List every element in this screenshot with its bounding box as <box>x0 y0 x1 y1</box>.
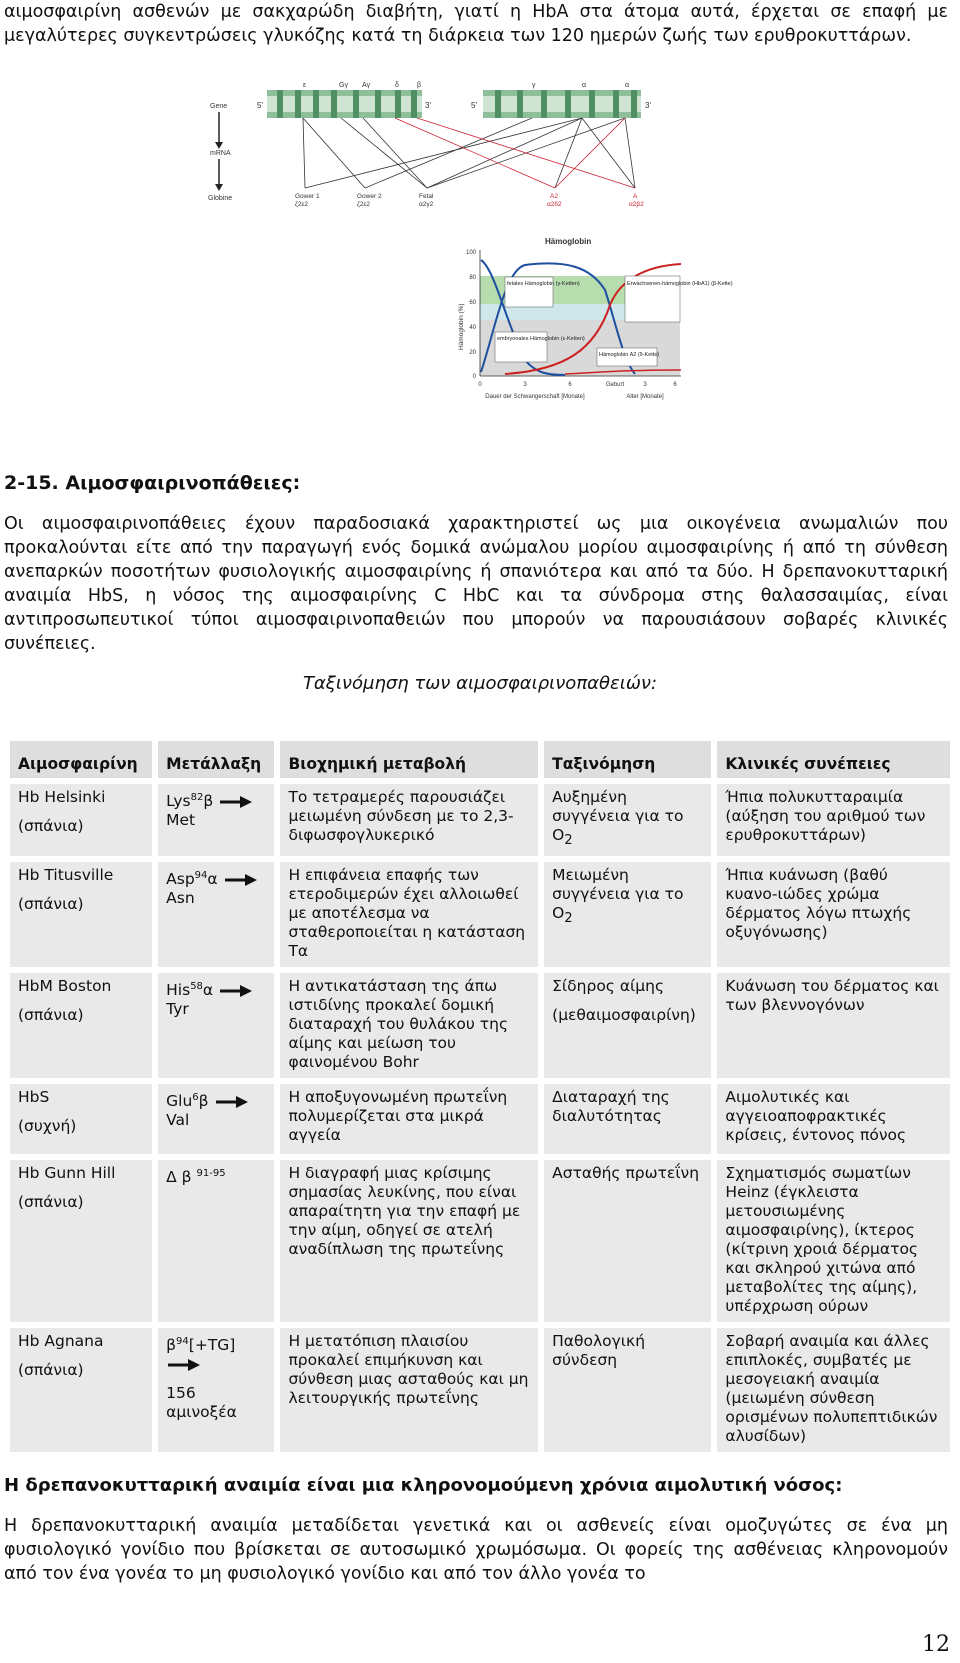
table-row <box>10 1084 950 1154</box>
intro-paragraph: αιμοσφαιρίνη ασθενών με σακχαρώδη διαβήτη, γιατί η HbA στα άτομα αυτά, έρχεται σε επαφή με μεγαλύτερες συγκεντρώσεις γλυκόζης κατά τη διάρκεια των 120 ημερών ζωής των ερυθροκυττάρων. <box>4 2 948 46</box>
svg-text:Geburt: Geburt <box>605 382 625 388</box>
biochemical-cell: Η αντικατάσταση της άπω ιστιδίνης προκαλεί δομική διαταραχή του θυλάκου της αίμης και μείωση του φαινομένου Bohr <box>280 973 538 1078</box>
svg-text:A: A <box>633 193 638 200</box>
svg-text:20: 20 <box>469 350 476 356</box>
svg-text:β: β <box>417 82 422 89</box>
arrow-icon <box>220 985 252 997</box>
hemoglobin-cell: HbS (συχνή) <box>10 1084 152 1154</box>
svg-text:100: 100 <box>465 250 476 256</box>
arrow-icon <box>225 874 257 886</box>
arrow-icon <box>168 1359 200 1371</box>
mrna-label: mRNA <box>210 150 231 157</box>
hemoglobin-cell: Hb Titusville (σπάνια) <box>10 862 152 967</box>
svg-text:5': 5' <box>471 101 477 110</box>
clinical-cell: Ήπια πολυκυτταραιμία (αύξηση του αριθμού των ερυθροκυττάρων) <box>717 784 950 856</box>
classification-cell: Αυξημένη συγγένεια για το $O_2$ <box>544 784 711 856</box>
mutation-cell: $\beta^{94}[+TG]$ 156 αμινοξέα <box>158 1328 274 1452</box>
header-clinical: Κλινικές συνέπειες <box>717 741 950 778</box>
gene-label: Gene <box>210 103 228 110</box>
clinical-cell: Σοβαρή αναιμία και άλλες επιπλοκές, συμβατές με μεσογειακή αναιμία (μειωμένη σύνθεση ορισμένων πολυπεπτιδικών αλυσίδων) <box>717 1328 950 1452</box>
mutation-cell: Lys$^{82}$β Met <box>158 784 274 856</box>
biochemical-cell: Η επιφάνεια επαφής των ετεροδιμερών έχει αλλοιωθεί με αποτέλεσμα να σταθεροποιείται η κατάσταση Τα <box>280 862 538 967</box>
classification-cell: Μειωμένη συγγένεια για το $O_2$ <box>544 862 711 967</box>
hemoglobin-figure <box>205 80 735 430</box>
classification-cell: Παθολογική σύνδεση <box>544 1328 711 1452</box>
hemoglobin-cell: Hb Helsinki (σπάνια) <box>10 784 152 856</box>
svg-text:embryonales Hämoglobin (ε-Kett: embryonales Hämoglobin (ε-Ketten) <box>497 336 585 342</box>
svg-text:3: 3 <box>523 382 527 388</box>
svg-text:α: α <box>582 82 587 89</box>
table-row <box>10 973 950 1078</box>
svg-text:Dauer der Schwangerschaft [Mon: Dauer der Schwangerschaft [Monate] <box>485 394 585 400</box>
svg-text:6: 6 <box>673 382 677 388</box>
mutation-cell: Asp$^{94}$α Asn <box>158 862 274 967</box>
hemoglobin-cell: HbM Boston (σπάνια) <box>10 973 152 1078</box>
svg-text:α2β2: α2β2 <box>629 201 644 208</box>
chart-title: Hämoglobin <box>545 237 592 246</box>
svg-text:6: 6 <box>568 382 572 388</box>
svg-text:0: 0 <box>478 382 482 388</box>
svg-text:γ: γ <box>532 82 536 89</box>
header-mutation: Μετάλλαξη <box>158 741 274 778</box>
svg-text:3': 3' <box>425 101 431 110</box>
arrow-icon <box>216 1096 248 1108</box>
svg-text:Gower 1: Gower 1 <box>295 193 320 200</box>
svg-text:3: 3 <box>643 382 647 388</box>
clinical-cell: Ήπια κυάνωση (βαθύ κυανο-ιώδες χρώμα δέρματος λόγω πτωχής οξυγόνωσης) <box>717 862 950 967</box>
mutation-cell: Glu$^6$β Val <box>158 1084 274 1154</box>
classification-cell: Σίδηρος αίμης (μεθαιμοσφαιρίνη) <box>544 973 711 1078</box>
header-biochemical: Βιοχημική μεταβολή <box>280 741 538 778</box>
svg-text:Fetal: Fetal <box>419 193 434 200</box>
table-row <box>10 1160 950 1322</box>
table-row <box>10 784 950 856</box>
header-hemoglobin: Αιμοσφαιρίνη <box>10 741 152 778</box>
clinical-cell: Αιμολυτικές και αγγειοαποφρακτικές κρίσεις, έντονος πόνος <box>717 1084 950 1154</box>
svg-text:Gγ: Gγ <box>339 82 348 89</box>
classification-cell: Διαταραχή της διαλυτότητας <box>544 1084 711 1154</box>
globine-label: Globine <box>208 195 233 202</box>
svg-text:ζ2ε2: ζ2ε2 <box>357 201 370 208</box>
biochemical-cell: Η διαγραφή μιας κρίσιμης σημασίας λευκίνης, που είναι απαραίτητη για την επαφή με την αίμη, οδηγεί σε ατελή αναδίπλωση της πρωτεΐνης <box>280 1160 538 1322</box>
classification-cell: Ασταθής πρωτεΐνη <box>544 1160 711 1322</box>
svg-text:Hämoglobin A2 (δ-Kette): Hämoglobin A2 (δ-Kette) <box>599 352 660 358</box>
arrow-icon <box>220 796 252 808</box>
svg-text:80: 80 <box>469 275 476 281</box>
svg-text:Alter [Monate]: Alter [Monate] <box>626 394 664 400</box>
svg-text:3': 3' <box>645 101 651 110</box>
svg-text:fetales Hämoglobin (γ-Ketten): fetales Hämoglobin (γ-Ketten) <box>507 281 580 287</box>
svg-text:α2γ2: α2γ2 <box>419 201 434 208</box>
svg-text:α: α <box>625 82 630 89</box>
sickle-cell-paragraph: Η δρεπανοκυτταρική αναιμία μεταδίδεται γενετικά και οι ασθενείς είναι ομοζυγώτες σε ένα μη φυσιολογικό γονίδιο που βρίσκεται σε αυτοσωμικό χρωμόσωμα. Οι φορείς της ασθένειας κληρονομούν από τον ένα γονέα το μη φυσιολογικό γονίδιο και από τον άλλο γονέα το <box>4 1516 948 1584</box>
chart-y-label: Hämoglobin (%) <box>458 303 465 350</box>
svg-text:δ: δ <box>395 82 399 89</box>
biochemical-cell: Η μετατόπιση πλαισίου προκαλεί επιμήκυνση και σύνθεση μιας ασταθούς και μη λειτουργικής πρωτεΐνης <box>280 1328 538 1452</box>
svg-text:ε: ε <box>303 82 307 89</box>
header-classification: Ταξινόμηση <box>544 741 711 778</box>
table-row <box>10 862 950 967</box>
mutation-cell: Δ β $^{91-95}$ <box>158 1160 274 1322</box>
biochemical-cell: Η αποξυγονωμένη πρωτεΐνη πολυμερίζεται στα μικρά αγγεία <box>280 1084 538 1154</box>
table-row <box>10 1328 950 1452</box>
svg-text:0: 0 <box>472 374 476 380</box>
svg-text:ζ2ε2: ζ2ε2 <box>295 201 308 208</box>
svg-text:60: 60 <box>469 300 476 306</box>
svg-text:Gower 2: Gower 2 <box>357 193 382 200</box>
section-heading: 2-15. Αιμοσφαιρινοπάθειες: <box>4 472 301 494</box>
table-header-row <box>10 741 950 778</box>
clinical-cell: Κυάνωση του δέρματος και των βλεννογόνων <box>717 973 950 1078</box>
svg-text:Aγ: Aγ <box>362 82 371 89</box>
hemoglobinopathies-table <box>4 735 956 1458</box>
svg-text:A2: A2 <box>550 193 558 200</box>
page-number: 12 <box>922 1632 950 1657</box>
svg-text:Erwachsenen-hämoglobin (HbA1): Erwachsenen-hämoglobin (HbA1) (β-Kette) <box>627 281 733 287</box>
svg-text:α2δ2: α2δ2 <box>547 201 562 208</box>
biochemical-cell: Το τετραμερές παρουσιάζει μειωμένη σύνδεση με το 2,3-διφωσφογλυκερικό <box>280 784 538 856</box>
svg-text:5': 5' <box>257 101 263 110</box>
sickle-cell-heading: Η δρεπανοκυτταρική αναιμία είναι μια κληρονομούμενη χρόνια αιμολυτική νόσος: <box>4 1475 843 1496</box>
body-paragraph: Οι αιμοσφαιρινοπάθειες έχουν παραδοσιακά χαρακτηριστεί ως μια οικογένεια ανωμαλιών που προκαλούνται είτε από την παραγωγή ενός δομικά ανώμαλου μορίου αιμοσφαιρίνης ή από τη σύνθεση ανεπαρκών ποσοτήτων φυσιολογικής αιμοσφαιρίνης ή σπανιότερα και από τα δύο. Η δρεπανοκυτταρική αναιμία HbS, η νόσος της αιμοσφαιρίνης C HbC και τα σύνδρομα στης θαλασσαιμίας, είναι αντιπροσωπευτικοί τύποι αιμοσφαιρινοπαθειών που μπορούν να παρουσιάσουν σοβαρές κλινικές συνέπειες. <box>4 514 948 654</box>
mutation-cell: His$^{58}$α Tyr <box>158 973 274 1078</box>
clinical-cell: Σχηματισμός σωματίων Heinz (έγκλειστα μετουσιωμένης αιμοσφαιρίνης), ίκτερος (κίτρινη χροιά δέρματος και σκληρού χιτώνα από μεταβολίτες της αίμης), υπέρχρωση ούρων <box>717 1160 950 1322</box>
table-caption: Ταξινόμηση των αιμοσφαιρινοπαθειών: <box>302 673 658 694</box>
svg-text:40: 40 <box>469 325 476 331</box>
hemoglobin-cell: Hb Agnana (σπάνια) <box>10 1328 152 1452</box>
hemoglobin-cell: Hb Gunn Hill (σπάνια) <box>10 1160 152 1322</box>
